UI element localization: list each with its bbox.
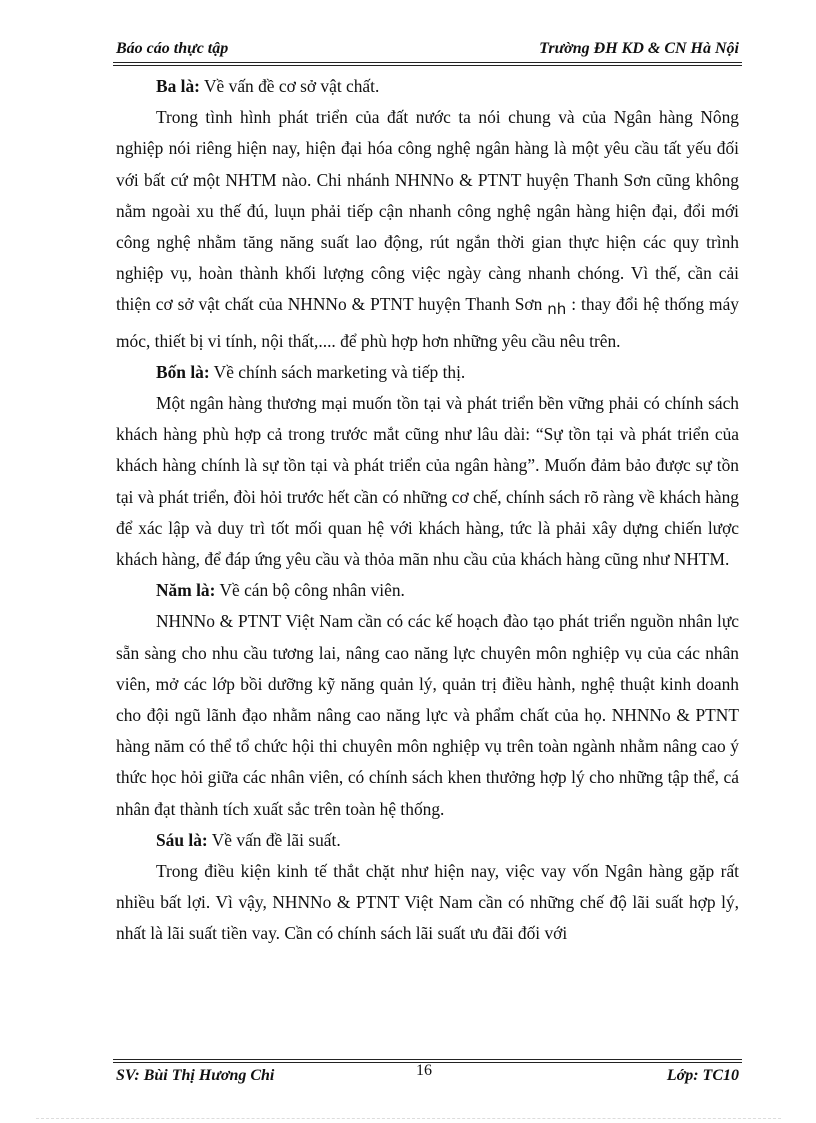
point-text: Về chính sách marketing và tiếp thị. <box>209 361 466 382</box>
subscript-note: nh <box>547 300 567 319</box>
paragraph <box>116 606 739 824</box>
point-text: Về vấn đề cơ sở vật chất. <box>199 76 380 96</box>
paragraph-point-four <box>116 357 739 388</box>
point-label: Năm là: <box>156 580 216 601</box>
paragraph-point-three <box>116 71 739 102</box>
point-label: Sáu là: <box>156 829 208 850</box>
paragraph-text: Trong tình hình phát triển của đất nước ta nói chung và của Ngân hàng Nông nghiệp nói riêng hiện nay, hiện đại hóa công nghệ ngân hàng là một yêu cầu tất yếu đối với bất cứ một NHTM nào. Chi nhánh NHNNo & PTNT huyện Thanh Sơn cũng không nằm ngoài xu thế đú, luụn phải tiếp cận nhanh công nghệ ngân hàng hiện đại, đổi mới công nghệ nhằm tăng năng suất lao động, rút ngắn thời gian thực hiện các quy trình nghiệp vụ, hoàn thành khối lượng công việc ngày càng nhanh chóng. Vì thế, cần cải thiện cơ sở vật chất của NHNNo & PTNT huyện Thanh Sơn <box>116 107 739 315</box>
point-label: Ba là: <box>156 76 200 96</box>
paragraph <box>116 388 739 575</box>
page-edge <box>36 1118 781 1119</box>
header-divider <box>113 62 742 66</box>
point-label: Bốn là: <box>156 361 210 382</box>
paragraph-text: Một ngân hàng thương mại muốn tồn tại và phát triển bền vững phải có chính sách khách hàng phù hợp cả trong trước mắt cũng như lâu dài: “Sự tồn tại và phát triển của khách hàng chính là sự tồn tại và phát triển của ngân hàng”. Muốn đảm bảo được sự tồn tại và phát triển, đòi hỏi trước hết cần có những cơ chế, chính sách rõ ràng về khách hàng để xác lập và duy trì tốt mối quan hệ với khách hàng, tức là phải xây dựng chiến lược khách hàng, để đáp ứng yêu cầu và thỏa mãn nhu cầu của khách hàng cũng như NHTM. <box>116 393 739 570</box>
point-text: Về cán bộ công nhân viên. <box>215 580 405 601</box>
paragraph-point-six <box>116 825 739 856</box>
header-report-title: Báo cáo thực tập <box>116 40 229 57</box>
paragraph <box>116 856 739 950</box>
document-body <box>116 71 739 950</box>
paragraph-point-five <box>116 575 739 606</box>
paragraph <box>116 102 739 357</box>
paragraph-text: NHNNo & PTNT Việt Nam cần có các kế hoạch đào tạo phát triển nguồn nhân lực sẵn sàng cho nhu cầu tương lai, nâng cao năng lực chuyên môn nghiệp vụ của các nhân viên, mở các lớp bồi dưỡng kỹ năng quản lý, quản trị điều hành, nghệ thuật kinh doanh cho đội ngũ lãnh đạo nhằm nâng cao năng lực và phẩm chất của họ. NHNNo & PTNT hàng năm có thể tổ chức hội thi chuyên môn nghiệp vụ trên toàn ngành nhằm nâng cao ý thức học hỏi giữa các nhân viên, có chính sách khen thưởng hợp lý cho những tập thể, cá nhân đạt thành tích xuất sắc trên toàn hệ thống. <box>116 611 739 819</box>
page-header <box>116 38 739 62</box>
point-text: Về vấn đề lãi suất. <box>207 829 341 850</box>
footer-class: Lớp: TC10 <box>666 1067 739 1084</box>
paragraph-text-end: : thay đổi hệ thống máy móc, thiết bị vi tính, nội thất,.... để phù hợp hơn những yêu cầu nêu trên. <box>116 294 739 351</box>
page-number: 16 <box>416 1062 432 1079</box>
paragraph-text: Trong điều kiện kinh tế thắt chặt như hiện nay, việc vay vốn Ngân hàng gặp rất nhiều bất lợi. Vì vậy, NHNNo & PTNT Việt Nam cần có những chế độ lãi suất hợp lý, nhất là lãi suất tiền vay. Cần có chính sách lãi suất ưu đãi đối với <box>116 861 739 944</box>
footer-student-name: SV: Bùi Thị Hương Chi <box>116 1067 275 1084</box>
header-school-name: Trường ĐH KD & CN Hà Nội <box>539 40 739 57</box>
page-footer <box>116 1064 739 1088</box>
